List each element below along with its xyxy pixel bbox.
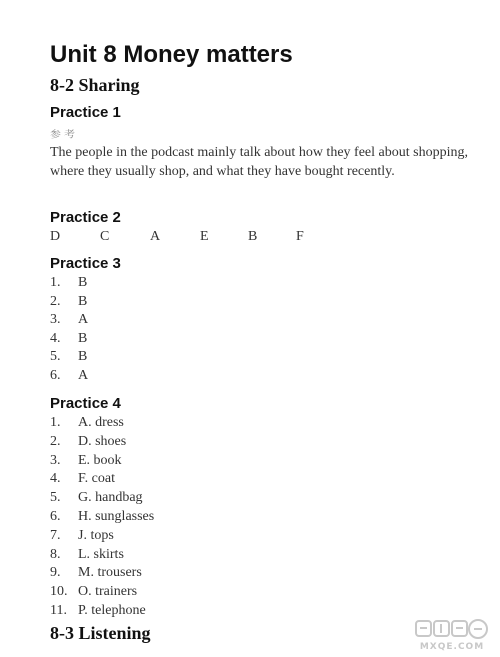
list-item (50, 330, 350, 348)
item-number: 1. (50, 415, 61, 430)
item-number: 6. (50, 367, 61, 383)
item-answer: P. telephone (78, 603, 146, 618)
unit-title: Unit 8 Money matters (50, 41, 293, 68)
item-answer: D. shoes (78, 433, 127, 449)
list-item (50, 367, 350, 385)
item-number: 10. (50, 584, 68, 600)
section-title-8-2: 8-2 Sharing (50, 75, 140, 95)
item-answer: E. book (78, 452, 122, 468)
practice-1-title: Practice 1 (50, 104, 121, 121)
item-number: 4. (50, 471, 61, 487)
reference-label: 参考 (50, 128, 78, 141)
practice-2-answer: F (296, 229, 304, 244)
item-answer: A. dress (78, 415, 124, 430)
item-answer: B (78, 275, 88, 290)
practice-1-answer-text: The people in the podcast mainly talk about how they feel about shopping, where they usually shop, and what they have bought recently. (50, 145, 468, 179)
item-number: 11. (50, 603, 67, 618)
item-number: 3. (50, 312, 61, 327)
item-number: 2. (50, 293, 61, 309)
list-item (50, 274, 350, 292)
item-number: 6. (50, 509, 61, 524)
practice-3-title: Practice 3 (50, 255, 121, 272)
practice-4-title: Practice 4 (50, 395, 121, 412)
list-item (50, 489, 350, 507)
item-number: 2. (50, 433, 61, 449)
practice-2-answers (50, 229, 350, 247)
item-answer: L. skirts (78, 546, 124, 562)
item-answer: M. trousers (78, 565, 142, 581)
item-number: 7. (50, 527, 61, 543)
list-item (50, 470, 350, 488)
list-item (50, 602, 350, 620)
item-answer: F. coat (78, 471, 115, 487)
item-number: 4. (50, 330, 61, 346)
practice-2-answer: B (248, 229, 258, 244)
list-item (50, 452, 350, 470)
list-item (50, 546, 350, 564)
item-number: 1. (50, 275, 61, 290)
practice-2-title: Practice 2 (50, 209, 121, 226)
item-number: 5. (50, 490, 61, 506)
watermark-text: MXQE.COM (419, 642, 485, 652)
item-answer: B (78, 330, 88, 346)
item-answer: A (78, 367, 89, 383)
list-item (50, 583, 350, 601)
item-answer: H. sunglasses (78, 509, 155, 524)
practice-2-answer: E (200, 229, 209, 244)
practice-2-answer: D (50, 229, 61, 244)
list-item (50, 527, 350, 545)
practice-2-answer: C (100, 229, 110, 244)
list-item (50, 508, 350, 526)
item-number: 5. (50, 349, 61, 364)
item-answer: A (78, 312, 89, 327)
practice-2-answer: A (150, 229, 161, 244)
list-item (50, 293, 350, 311)
item-number: 8. (50, 546, 61, 562)
list-item (50, 564, 350, 582)
item-number: 3. (50, 452, 61, 468)
item-answer: B (78, 293, 88, 309)
item-number: 9. (50, 565, 61, 581)
list-item (50, 348, 350, 366)
item-answer: B (78, 349, 88, 364)
list-item (50, 414, 350, 432)
item-answer: J. tops (78, 527, 114, 543)
item-answer: G. handbag (78, 490, 143, 506)
section-title-8-3: 8-3 Listening (50, 623, 151, 643)
list-item (50, 433, 350, 451)
item-answer: O. trainers (78, 584, 138, 600)
watermark-logo-icon (412, 618, 492, 654)
list-item (50, 311, 350, 329)
